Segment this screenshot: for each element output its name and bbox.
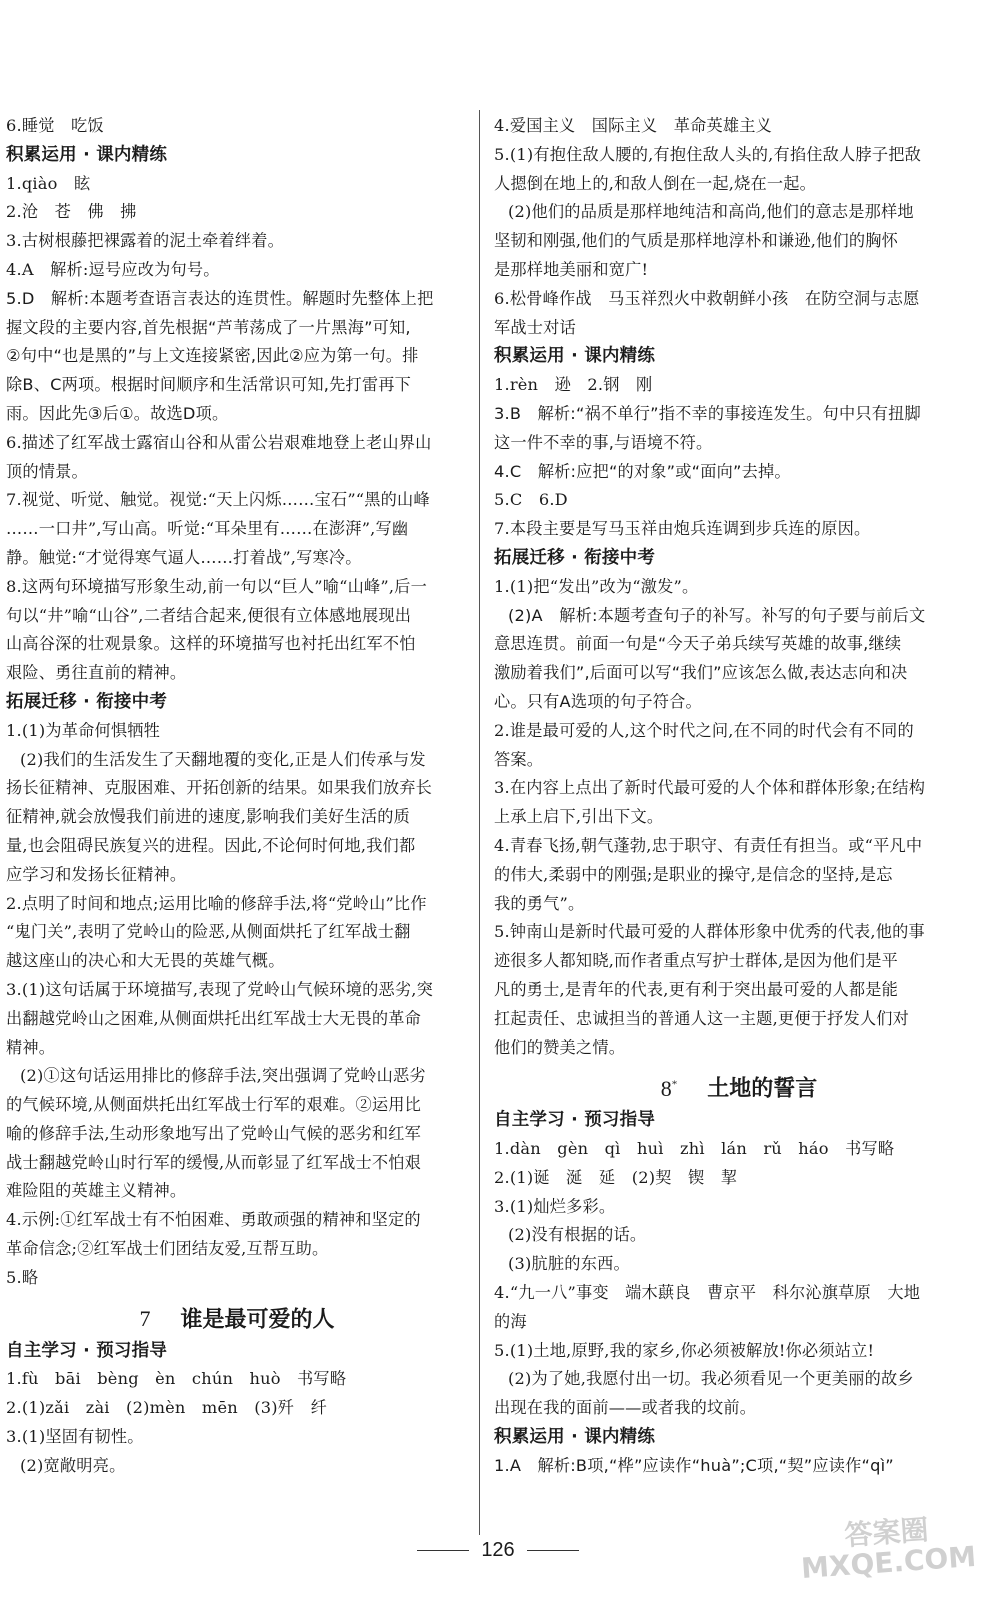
lesson-name: 谁是最可爱的人 [180, 1307, 335, 1332]
answer-line: 他们的赞美之情。 [494, 1037, 626, 1057]
answer-line: 1.dàn gèn qì huì zhì lán rǔ háo 书写略 [494, 1139, 895, 1159]
answer-line: 山高谷深的壮观景象。这样的环境描写也衬托出红军不怕 [6, 634, 416, 654]
answer-line: 3.在内容上点出了新时代最可爱的人个体和群体形象;在结构 [494, 778, 926, 798]
page-number-text: 126 [481, 1539, 515, 1561]
answer-line: 上承上启下,引出下文。 [494, 807, 664, 827]
answer-line: ②句中“也是黑的”与上文连接紧密,因此②应为第一句。排 [6, 346, 419, 366]
answer-line: (2)为了她,我愿付出一切。我必须看见一个更美丽的故乡 [508, 1369, 914, 1389]
answer-line: 5.C 6.D [494, 490, 568, 510]
answer-line: 7.视觉、听觉、触觉。视觉:“天上闪烁……宝石”“黑的山峰 [6, 490, 430, 510]
answer-line: (2)①这句话运用排比的修辞手法,突出强调了党岭山恶劣 [20, 1066, 426, 1086]
section-header: 积累运用 · 课内精练 [494, 1427, 656, 1448]
page-number-rule-right [527, 1550, 579, 1551]
answer-line: 4.爱国主义 国际主义 革命英雄主义 [494, 116, 773, 135]
answer-line: 7.本段主要是写马玉祥由炮兵连调到步兵连的原因。 [494, 519, 871, 539]
lesson-number: 8* [660, 1075, 678, 1101]
answer-line: 艰险、勇往直前的精神。 [6, 663, 187, 683]
answer-line: 出现在我的面前——或者我的坟前。 [494, 1398, 757, 1418]
answer-line: 这一件不幸的事,与语境不符。 [494, 432, 713, 452]
answer-line: 意思连贯。前面一句是“今天子弟兵续写英雄的故事,继续 [494, 634, 902, 654]
answer-line: 6.松骨峰作战 马玉祥烈火中救朝鲜小孩 在防空洞与志愿 [494, 288, 920, 308]
answer-line: 2.谁是最可爱的人,这个时代之问,在不同的时代会有不同的 [494, 720, 914, 740]
answer-line: 3.(1)这句话属于环境描写,表现了党岭山气候环境的恶劣,突 [6, 979, 433, 999]
watermark-logo: 答案圈 MXQE.COM [800, 1513, 978, 1586]
section-header: 积累运用 · 课内精练 [494, 346, 656, 367]
answer-line: 征精神,就会放慢我们前进的速度,影响我们美好生活的质 [6, 807, 410, 827]
answer-line: 的伟大,柔弱中的刚强;是职业的操守,是信念的坚持,是忘 [494, 864, 893, 884]
answer-line: 是那样地美丽和宽广! [494, 259, 649, 279]
answer-line: 扛起责任、忠诚担当的普通人这一主题,更便于抒发人们对 [494, 1008, 910, 1028]
answer-line: 人摁倒在地上的,和敌人倒在一起,烧在一起。 [494, 173, 817, 193]
answer-line: 4.C 解析:应把“的对象”或“面向”去掉。 [494, 461, 791, 481]
answer-line: 难险阻的英雄主义精神。 [6, 1181, 187, 1201]
section-header: 拓展迁移 · 衔接中考 [6, 691, 168, 712]
answer-line: 答案。 [494, 749, 544, 769]
column-divider [479, 110, 480, 1535]
answer-line: 应学习和发扬长征精神。 [6, 864, 187, 884]
answer-line: (2)没有根据的话。 [508, 1225, 647, 1245]
answer-line: 握文段的主要内容,首先根据“芦苇荡成了一片黑海”可知, [6, 317, 411, 337]
answer-line: 3.(1)坚固有韧性。 [6, 1427, 144, 1447]
page-number-rule-left [417, 1550, 469, 1551]
answer-line: 5.(1)有抱住敌人腰的,有抱住敌人头的,有掐住敌人脖子把敌 [494, 144, 921, 164]
answer-line: 精神。 [6, 1037, 56, 1057]
answer-line: 1.A 解析:B项,“桦”应读作“huà”;C项,“契”应读作“qì” [494, 1455, 894, 1475]
left-column [6, 112, 468, 1481]
answer-line: 越这座山的决心和大无畏的英雄气概。 [6, 951, 285, 971]
answer-line: 喻的修辞手法,生动形象地写出了党岭山气候的恶劣和红军 [6, 1123, 422, 1143]
answer-line: 3.(1)灿烂多彩。 [494, 1196, 616, 1216]
answer-line: 2.点明了时间和地点;运用比喻的修辞手法,将“党岭山”比作 [6, 893, 427, 913]
answer-line: 我的勇气”。 [494, 893, 585, 913]
answer-line: (2)他们的品质是那样地纯洁和高尚,他们的意志是那样地 [508, 202, 914, 222]
answer-line: 雨。因此先③后①。故选D项。 [6, 403, 229, 423]
answer-line: 坚韧和刚强,他们的气质是那样地淳朴和谦逊,他们的胸怀 [494, 231, 898, 251]
answer-line: 1.(1)把“发出”改为“激发”。 [494, 576, 699, 596]
answer-line: 出翻越党岭山之困难,从侧面烘托出红军战士大无畏的革命 [6, 1008, 422, 1028]
answer-line: 心。只有A选项的句子符合。 [494, 691, 702, 711]
answer-line: 凡的勇士,是青年的代表,更有利于突出最可爱的人都是能 [494, 979, 898, 999]
answer-line: (2)宽敞明亮。 [20, 1455, 126, 1475]
answer-line: 3.古树根藤把裸露着的泥土牵着绊着。 [6, 231, 285, 251]
answer-line: (3)肮脏的东西。 [508, 1254, 630, 1274]
answer-line: 4.A 解析:逗号应改为句号。 [6, 259, 220, 279]
answer-line: 4.青春飞扬,朝气蓬勃,忠于职守、有责任有担当。或“平凡中 [494, 835, 923, 855]
lesson-title [494, 1062, 984, 1106]
answer-line: 4.示例:①红军战士有不怕困难、勇敢顽强的精神和坚定的 [6, 1210, 421, 1230]
answer-line: 1.fù bāi bèng èn chún huò 书写略 [6, 1369, 347, 1389]
lesson-mark: * [671, 1078, 678, 1091]
answer-line: 8.这两句环境描写形象生动,前一句以“巨人”喻“山峰”,后一 [6, 576, 427, 596]
answer-line: 1.rèn 逊 2.钢 刚 [494, 375, 653, 395]
answer-line: 迹很多人都知晓,而作者重点写护士群体,是因为他们是平 [494, 951, 898, 971]
answer-line: 5.D 解析:本题考查语言表达的连贯性。解题时先整体上把 [6, 288, 434, 308]
answer-line: 的海 [494, 1311, 527, 1331]
answer-line: 革命信念;②红军战士们团结友爱,互帮互助。 [6, 1239, 329, 1259]
answer-line: 6.描述了红军战士露宿山谷和从雷公岩艰难地登上老山界山 [6, 432, 432, 452]
answer-line: 6.睡觉 吃饭 [6, 116, 104, 135]
section-header: 积累运用 · 课内精练 [6, 144, 168, 165]
section-header: 拓展迁移 · 衔接中考 [494, 547, 656, 568]
answer-line: 除B、C两项。根据时间顺序和生活常识可知,先打雷再下 [6, 375, 412, 395]
answer-line: ……一口井”,写山高。听觉:“耳朵里有……在澎湃”,写幽 [6, 519, 409, 539]
section-header: 自主学习 · 预习指导 [6, 1340, 168, 1361]
answer-line: 1.qiào 眩 [6, 173, 91, 193]
answer-line: 的气候环境,从侧面烘托出红军战士行军的艰难。②运用比 [6, 1095, 422, 1115]
answer-line: 5.钟南山是新时代最可爱的人群体形象中优秀的代表,他的事 [494, 922, 925, 942]
answer-line: 5.(1)土地,原野,我的家乡,你必须被解放!你必须站立! [494, 1340, 875, 1360]
answer-line: 静。触觉:“才觉得寒气逼人……打着战”,写寒冷。 [6, 547, 362, 567]
right-column [494, 112, 984, 1481]
answer-line: 军战士对话 [494, 317, 576, 337]
answer-line: 战士翻越党岭山时行军的缓慢,从而彰显了红军战士不怕艰 [6, 1152, 422, 1172]
answer-line: 2.沧 苍 佛 拂 [6, 202, 137, 222]
answer-line: 句以“井”喻“山谷”,二者结合起来,便很有立体感地展现出 [6, 605, 412, 625]
lesson-number: 7 [139, 1306, 151, 1331]
lesson-name: 土地的誓言 [707, 1076, 818, 1102]
answer-line: “鬼门关”,表明了党岭山的险恶,从侧面烘托了红军战士翻 [6, 922, 411, 942]
answer-line: (2)A 解析:本题考查句子的补写。补写的句子要与前后文 [508, 605, 926, 625]
lesson-title [6, 1293, 468, 1337]
answer-line: 1.(1)为革命何惧牺牲 [6, 720, 161, 740]
section-header: 自主学习 · 预习指导 [494, 1110, 656, 1131]
answer-line: (2)我们的生活发生了天翻地覆的变化,正是人们传承与发 [20, 749, 426, 769]
answer-line: 5.略 [6, 1267, 39, 1287]
answer-line: 扬长征精神、克服困难、开拓创新的结果。如果我们放弃长 [6, 778, 433, 798]
answer-line: 量,也会阻碍民族复兴的进程。因此,不论何时何地,我们都 [6, 835, 416, 855]
answer-line: 激励着我们”,后面可以写“我们”应该怎么做,表达志向和决 [494, 663, 908, 683]
answer-line: 顶的情景。 [6, 461, 88, 481]
answer-line: 2.(1)zǎi zài (2)mèn mēn (3)歼 纤 [6, 1398, 327, 1418]
answer-line: 2.(1)诞 涎 延 (2)契 锲 挈 [494, 1167, 738, 1187]
answer-line: 4.“九一八”事变 端木蕻良 曹京平 科尔沁旗草原 大地 [494, 1283, 921, 1303]
answer-line: 3.B 解析:“祸不单行”指不幸的事接连发生。句中只有扭脚 [494, 403, 921, 423]
